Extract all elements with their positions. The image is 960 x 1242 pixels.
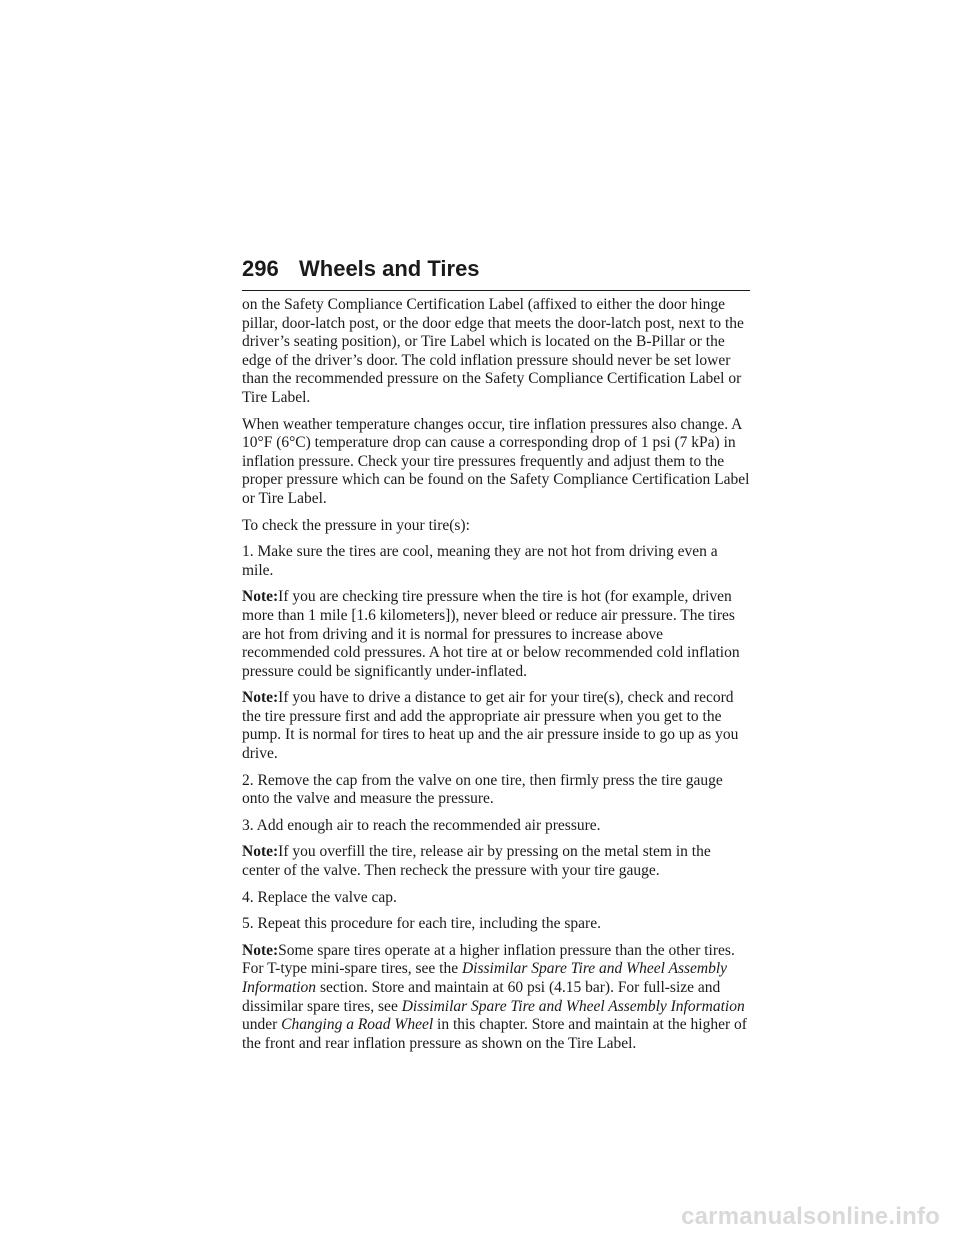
note-label: Note: [242, 588, 279, 606]
site-watermark: carmanualsonline.info [681, 1203, 940, 1230]
body-text [242, 296, 752, 1061]
note-text: in this chapter. Store and maintain at the higher of the front and rear inflation pressure as shown on the Tire Label. [242, 1016, 747, 1052]
step-3: 3. Add enough air to reach the recommended air pressure. [242, 816, 601, 834]
note-text: If you are checking tire pressure when the tire is hot (for example, driven more than 1 mile [1.6 kilometers]), never bleed or reduce air pressure. The tires are hot from driving and it is normal for pressures to increase above recommended cold pressures. A hot tire at or below recommended cold inflation pressure could be significantly under-inflated. [242, 588, 740, 680]
paragraph: When weather temperature changes occur, tire inflation pressures also change. A 10°F (6°C) temperature drop can cause a corresponding drop of 1 psi (7 kPa) in inflation pressure. Check your tire pressures frequently and adjust them to the proper pressure which can be found on the Safety Compliance Certification Label or Tire Label. [242, 415, 750, 507]
paragraph: To check the pressure in your tire(s): [242, 516, 470, 534]
note-hot-tire [242, 588, 752, 681]
note-text: Some spare tires operate at a higher inflation pressure than the other tires. For T-type mini-spare tires, see the [242, 941, 735, 978]
cross-reference: Dissimilar Spare Tire and Wheel Assembly Information [401, 997, 745, 1015]
note-label: Note: [242, 689, 279, 707]
section-title: Wheels and Tires [299, 256, 480, 281]
page-header [242, 250, 750, 291]
cross-reference: Changing a Road Wheel [281, 1016, 434, 1034]
note-spare-tires [242, 942, 752, 1054]
note-text: If you have to drive a distance to get air for your tire(s), check and record the tire pressure first and add the appropriate air pressure when you get to the pump. It is normal for tires to heat up and the air pressure inside to go up as you drive. [242, 689, 739, 763]
step-5: 5. Repeat this procedure for each tire, including the spare. [242, 915, 601, 933]
note-text: section. Store and maintain at 60 psi (4.15 bar). For full-size and dissimilar spare tires, see [242, 979, 721, 1015]
step-2: 2. Remove the cap from the valve on one tire, then firmly press the tire gauge onto the valve and measure the pressure. [242, 771, 723, 808]
note-label: Note: [242, 941, 279, 959]
note-label: Note: [242, 843, 279, 861]
note-drive-distance [242, 689, 752, 763]
note-text: If you overfill the tire, release air by pressing on the metal stem in the center of the valve. Then recheck the pressure with your tire gauge. [242, 843, 711, 880]
page-number: 296 [242, 256, 279, 281]
step-1: 1. Make sure the tires are cool, meaning they are not hot from driving even a mile. [242, 543, 718, 579]
step-4: 4. Replace the valve cap. [242, 888, 397, 906]
paragraph: on the Safety Compliance Certification Label (affixed to either the door hinge pillar, door-latch post, or the door edge that meets the door-latch post, next to the driver’s seating position), or Tire Label which is located on the B-Pillar or the edge of the driver’s door. The cold inflation pressure should never be set lower than the recommended pressure on the Safety Compliance Certification Label or Tire Label. [242, 296, 744, 406]
note-overfill [242, 843, 752, 880]
cross-reference: Dissimilar Spare Tire and Wheel Assembly Information [242, 960, 728, 996]
note-text: under [242, 1016, 282, 1034]
